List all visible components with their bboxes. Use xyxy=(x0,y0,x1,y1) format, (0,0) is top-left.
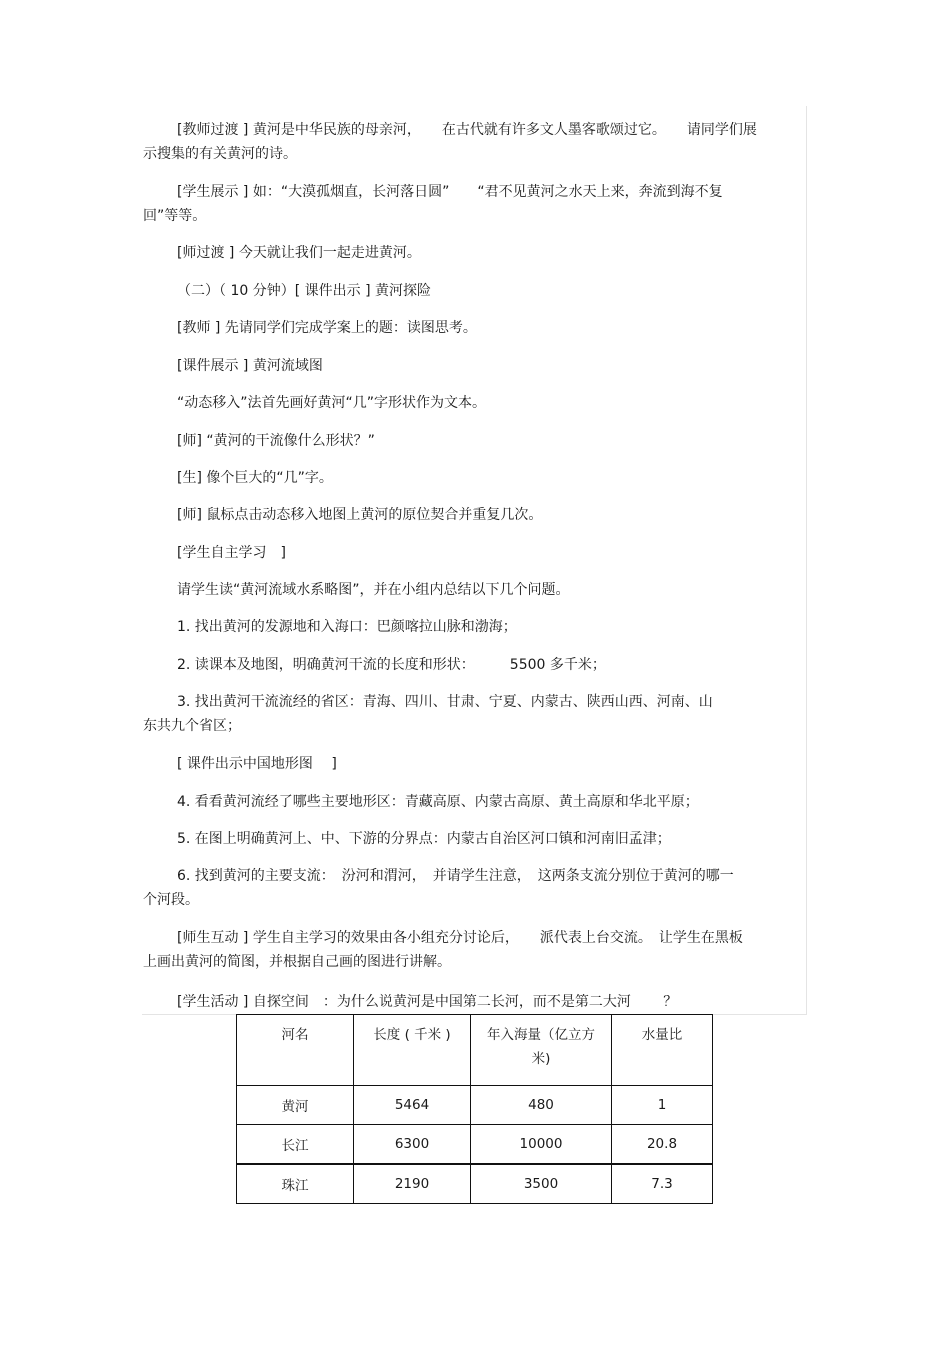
discharge-cell: 10000 xyxy=(471,1125,612,1165)
paragraph-line: [师] “黄河的干流像什么形状？” xyxy=(177,433,375,449)
river-comparison-table xyxy=(236,1014,713,1204)
paragraph-line: 6. 找到黄河的主要支流： 汾河和渭河， 并请学生注意， 这两条支流分别位于黄河的哪一 xyxy=(177,868,734,884)
paragraph-line: （二）（ 10 分钟）[ 课件出示 ] 黄河探险 xyxy=(177,283,431,299)
header-length: 长度 ( 千米 ) xyxy=(354,1015,471,1086)
table-row xyxy=(237,1086,713,1125)
ratio-cell: 7.3 xyxy=(612,1164,713,1204)
table-header-row xyxy=(237,1015,713,1086)
paragraph-continuation-line: 回”等等。 xyxy=(143,208,207,224)
paragraph-line: [教师 ] 先请同学们完成学案上的题：读图思考。 xyxy=(177,320,477,336)
header-water-ratio: 水量比 xyxy=(612,1015,713,1086)
paragraph-continuation-line: 个河段。 xyxy=(143,892,199,908)
paragraph-line: [ 课件出示中国地形图 ] xyxy=(177,756,337,772)
paragraph-line: [学生自主学习 ] xyxy=(177,545,286,561)
paragraph-continuation-line: 示搜集的有关黄河的诗。 xyxy=(143,146,297,162)
discharge-cell: 480 xyxy=(471,1086,612,1125)
length-cell: 6300 xyxy=(354,1125,471,1165)
header-river-name: 河名 xyxy=(237,1015,354,1086)
paragraph-line: “动态移入”法首先画好黄河“几”字形状作为文本。 xyxy=(177,395,487,411)
river-name-cell: 黄河 xyxy=(237,1086,354,1125)
paragraph-line: [课件展示 ] 黄河流域图 xyxy=(177,358,323,374)
paragraph-continuation-line: 东共九个省区； xyxy=(143,718,241,734)
header-annual-discharge: 年入海量（亿立方 米) xyxy=(471,1015,612,1086)
length-cell: 2190 xyxy=(354,1164,471,1204)
paragraph-line: 2. 读课本及地图，明确黄河干流的长度和形状： 5500 多千米； xyxy=(177,657,606,673)
table-row xyxy=(237,1164,713,1204)
paragraph-line: 请学生读“黄河流域水系略图”，并在小组内总结以下几个问题。 xyxy=(177,582,570,598)
river-name-cell: 长江 xyxy=(237,1125,354,1165)
length-cell: 5464 xyxy=(354,1086,471,1125)
paragraph-line: [生] 像个巨大的“几”字。 xyxy=(177,470,333,486)
paragraph-line: [教师过渡 ] 黄河是中华民族的母亲河， 在古代就有许多文人墨客歌颂过它。 请同学们展 xyxy=(177,122,757,138)
paragraph-line: [学生活动 ] 自探空间 ：为什么说黄河是中国第二长河，而不是第二大河 ？ xyxy=(177,994,678,1010)
paragraph-line: [师生互动 ] 学生自主学习的效果由各小组充分讨论后， 派代表上台交流。 让学生在黑板 xyxy=(177,930,743,946)
paragraph-line: 4. 看看黄河流经了哪些主要地形区：青藏高原、内蒙古高原、黄土高原和华北平原； xyxy=(177,794,699,810)
ratio-cell: 1 xyxy=(612,1086,713,1125)
paragraph-continuation-line: 上画出黄河的简图，并根据自己画的图进行讲解。 xyxy=(143,954,451,970)
river-name-cell: 珠江 xyxy=(237,1164,354,1204)
paragraph-line: 5. 在图上明确黄河上、中、下游的分界点：内蒙古自治区河口镇和河南旧孟津； xyxy=(177,831,671,847)
paragraph-line: 1. 找出黄河的发源地和入海口：巴颜喀拉山脉和渤海； xyxy=(177,619,517,635)
paragraph-line: [学生展示 ] 如：“大漠孤烟直，长河落日圆” “君不见黄河之水天上来，奔流到海不复 xyxy=(177,184,723,200)
paragraph-line: 3. 找出黄河干流流经的省区：青海、四川、甘肃、宁夏、内蒙古、陕西山西、河南、山 xyxy=(177,694,713,710)
paragraph-line: [师过渡 ] 今天就让我们一起走进黄河。 xyxy=(177,245,421,261)
paragraph-line: [师] 鼠标点击动态移入地图上黄河的原位契合并重复几次。 xyxy=(177,507,543,523)
ratio-cell: 20.8 xyxy=(612,1125,713,1165)
discharge-cell: 3500 xyxy=(471,1164,612,1204)
table-row xyxy=(237,1125,713,1165)
